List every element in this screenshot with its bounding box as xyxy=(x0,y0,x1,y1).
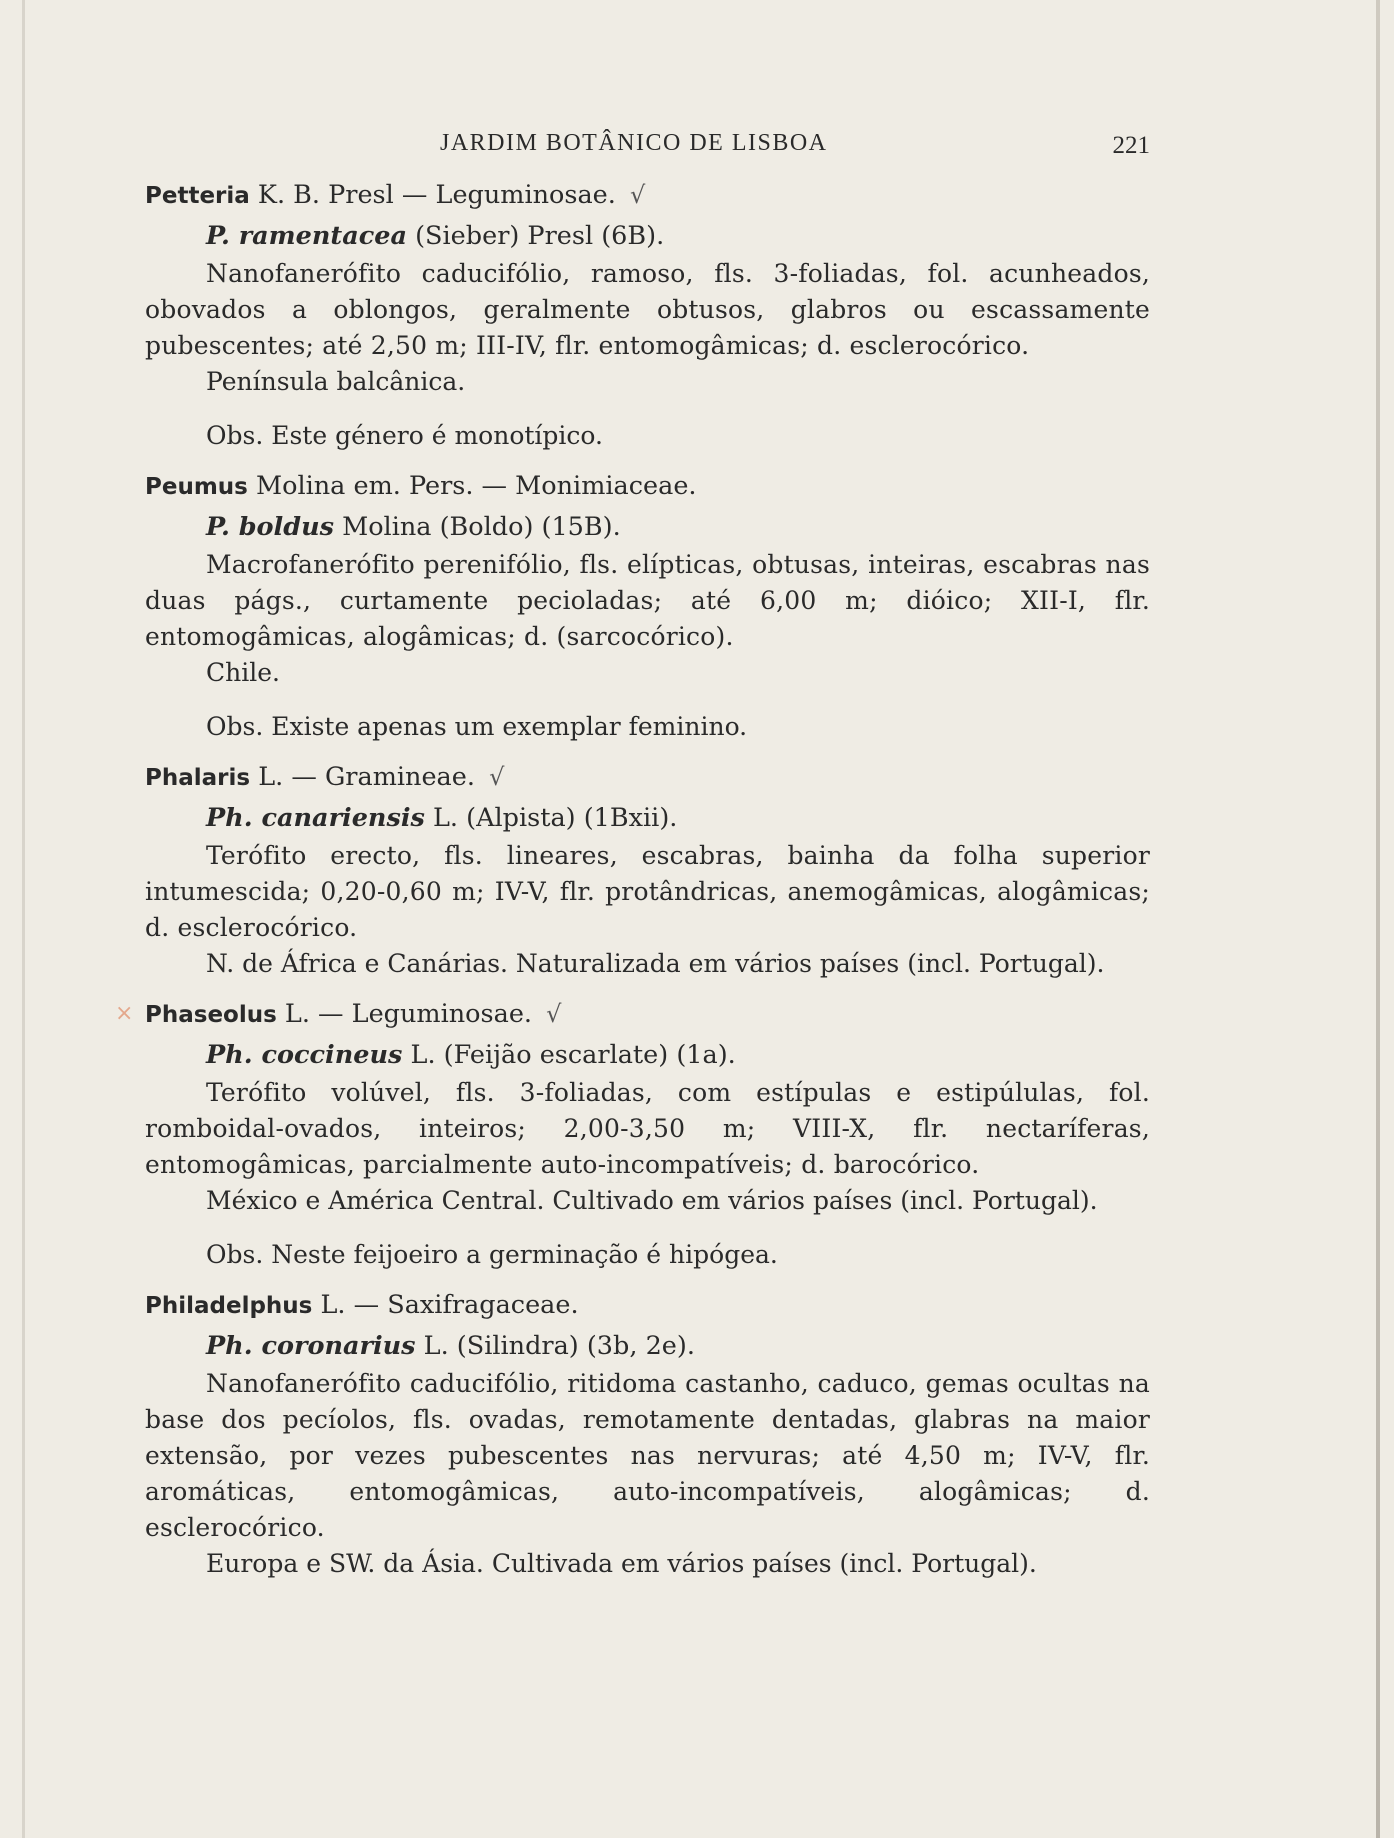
running-header xyxy=(145,125,1150,165)
genus-line xyxy=(145,1287,1150,1324)
entry-petteria xyxy=(145,177,1150,454)
entry-phalaris xyxy=(145,759,1150,982)
genus-name: Phalaris xyxy=(145,765,251,791)
species-distribution: Chile. xyxy=(206,658,280,687)
species-name: Ph. coccineus xyxy=(206,1040,403,1070)
page-number: 221 xyxy=(1112,132,1150,159)
genus-line xyxy=(145,468,1150,505)
genus-name: Philadelphus xyxy=(145,1293,313,1319)
author-family: L. — Saxifragaceae. xyxy=(320,1290,579,1320)
species-observation: Obs. Neste feijoeiro a germinação é hipógea. xyxy=(206,1240,778,1269)
species-authority: Molina (Boldo) (15B). xyxy=(342,512,621,542)
species-line xyxy=(145,509,1150,545)
species-observation: Obs. Este género é monotípico. xyxy=(206,421,603,450)
species-observation: Obs. Existe apenas um exemplar feminino. xyxy=(206,712,748,741)
species-distribution: N. de África e Canárias. Naturalizada em vários países (incl. Portugal). xyxy=(206,949,1105,978)
species-distribution: Península balcânica. xyxy=(206,367,466,396)
genus-line xyxy=(145,759,1150,796)
species-authority: L. (Feijão escarlate) (1a). xyxy=(410,1040,736,1070)
author-family: L. — Leguminosae. xyxy=(284,999,533,1029)
species-authority: L. (Silindra) (3b, 2e). xyxy=(423,1331,695,1361)
species-name: Ph. canariensis xyxy=(206,803,425,833)
species-description: Terófito volúvel, fls. 3-foliadas, com estípulas e estipúlulas, fol. romboidal-ovados, inteiros; 2,00-3,50 m; VIII-X, flr. nectaríferas, entomogâmicas, parcialmente auto-incompatíveis; d. barocórico. xyxy=(145,1078,1150,1179)
species-line xyxy=(145,1037,1150,1073)
species-description: Nanofanerófito caducifólio, ritidoma castanho, caduco, gemas ocultas na base dos pecíolos, fls. ovadas, remotamente dentadas, glabras na maior extensão, por vezes pubescentes nas nervuras; até 4,50 m; IV-V, flr. aromáticas, entomogâmicas, auto-incompatíveis, alogâmicas; d. esclerocórico. xyxy=(145,1369,1150,1542)
page-edge-right xyxy=(1376,0,1380,1838)
genus-line xyxy=(145,177,1150,214)
author-family: K. B. Presl — Leguminosae. xyxy=(257,180,616,210)
genus-name: Phaseolus xyxy=(145,1002,277,1028)
author-family: Molina em. Pers. — Monimiaceae. xyxy=(255,471,697,501)
check-mark-icon: √ xyxy=(546,1000,562,1028)
page-edge-left xyxy=(22,0,25,1838)
species-description: Macrofanerófito perenifólio, fls. elípticas, obtusas, inteiras, escabras nas duas págs., curtamente pecioladas; até 6,00 m; dióico; XII-I, flr. entomogâmicas, alogâmicas; d. (sarcocórico). xyxy=(145,550,1150,651)
genus-name: Peumus xyxy=(145,474,248,500)
species-line xyxy=(145,1328,1150,1364)
entry-peumus xyxy=(145,468,1150,745)
running-title: JARDIM BOTÂNICO DE LISBOA xyxy=(440,130,828,156)
entry-phaseolus xyxy=(115,996,1150,1273)
author-family: L. — Gramineae. xyxy=(258,762,475,792)
species-name: P. ramentacea xyxy=(206,221,407,251)
species-authority: (Sieber) Presl (6B). xyxy=(415,221,665,251)
genus-line xyxy=(115,996,1150,1033)
check-mark-icon: √ xyxy=(630,181,646,209)
book-page xyxy=(115,125,1150,1596)
species-name: P. boldus xyxy=(206,512,334,542)
species-authority: L. (Alpista) (1Bxii). xyxy=(432,803,678,833)
species-line xyxy=(145,800,1150,836)
species-distribution: México e América Central. Cultivado em vários países (incl. Portugal). xyxy=(206,1186,1098,1215)
check-mark-icon: √ xyxy=(489,763,505,791)
species-description: Terófito erecto, fls. lineares, escabras, bainha da folha superior intumescida; 0,20-0,60 m; IV-V, flr. protândricas, anemogâmicas, alogâmicas; d. esclerocórico. xyxy=(145,841,1150,942)
margin-x-mark-icon: × xyxy=(115,1001,134,1026)
species-name: Ph. coronarius xyxy=(206,1331,416,1361)
genus-name: Petteria xyxy=(145,183,250,209)
species-line xyxy=(145,218,1150,254)
entries xyxy=(115,177,1150,1582)
entry-philadelphus xyxy=(145,1287,1150,1582)
species-distribution: Europa e SW. da Ásia. Cultivada em vários países (incl. Portugal). xyxy=(206,1549,1037,1578)
species-description: Nanofanerófito caducifólio, ramoso, fls. 3-foliadas, fol. acunheados, obovados a oblongos, geralmente obtusos, glabros ou escassamente pubescentes; até 2,50 m; III-IV, flr. entomogâmicas; d. esclerocórico. xyxy=(145,259,1150,360)
